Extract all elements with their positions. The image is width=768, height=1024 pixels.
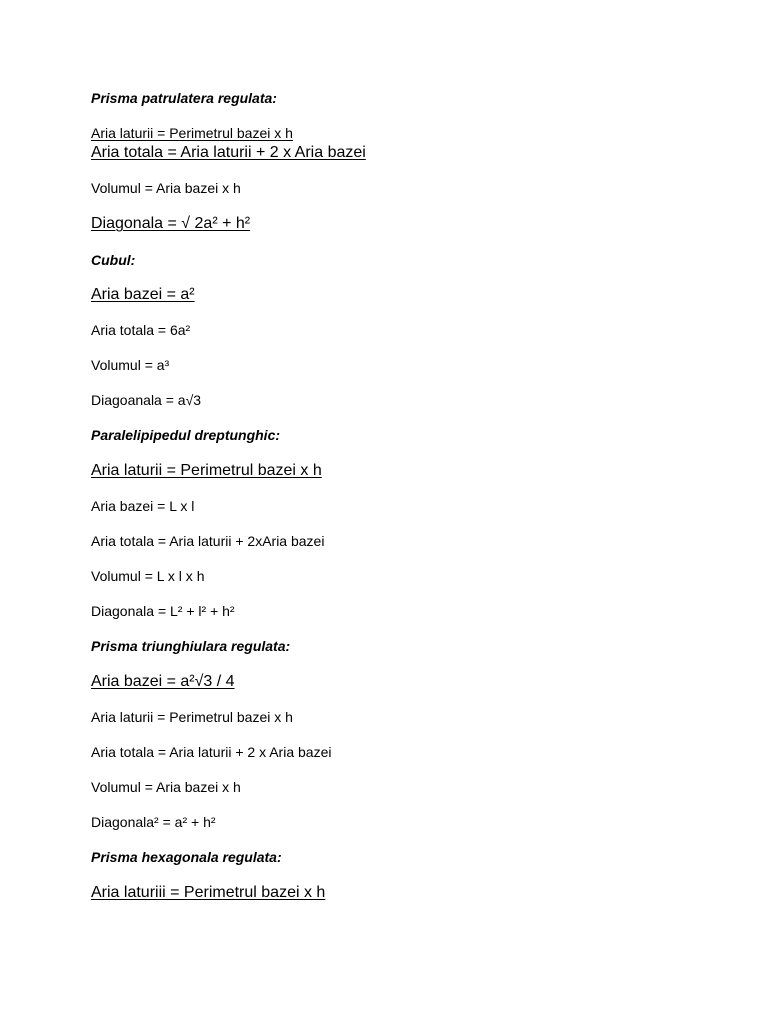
section-heading: Prisma hexagonala regulata: <box>91 849 282 865</box>
formula-line: Volumul = Aria bazei x h <box>91 180 241 196</box>
formula-line: Aria totala = 6a² <box>91 322 191 338</box>
formula-line: Aria bazei = a²√3 / 4 <box>91 673 235 690</box>
formula-line: Diagoanala = a√3 <box>91 392 202 408</box>
formula-line: Aria totala = Aria laturii + 2 x Aria bazei <box>91 144 366 161</box>
formula-line: Aria totala = Aria laturii + 2 x Aria bazei <box>91 744 332 760</box>
formula-line: Diagonala = L² + l² + h² <box>91 603 235 619</box>
formula-line: Aria bazei = a² <box>91 286 195 303</box>
formula-line: Volumul = a³ <box>91 357 170 373</box>
formula-line: Aria bazei = L x l <box>91 498 195 514</box>
formula-line: Aria totala = Aria laturii + 2xAria bazei <box>91 533 325 549</box>
section-heading: Cubul: <box>91 252 136 268</box>
formula-line: Aria laturiii = Perimetrul bazei x h <box>91 884 326 901</box>
formula-line: Diagonala² = a² + h² <box>91 814 216 830</box>
section-heading: Prisma triunghiulara regulata: <box>91 638 291 654</box>
formula-line: Volumul = L x l x h <box>91 568 205 584</box>
section-heading: Prisma patrulatera regulata: <box>91 90 277 106</box>
formula-line: Aria laturii = Perimetrul bazei x h <box>91 125 293 141</box>
formula-line: Diagonala = √ 2a² + h² <box>91 215 251 232</box>
formula-line: Aria laturii = Perimetrul bazei x h <box>91 709 293 725</box>
formula-line: Aria laturii = Perimetrul bazei x h <box>91 462 322 479</box>
formula-line: Volumul = Aria bazei x h <box>91 779 241 795</box>
section-heading: Paralelipipedul dreptunghic: <box>91 427 281 443</box>
